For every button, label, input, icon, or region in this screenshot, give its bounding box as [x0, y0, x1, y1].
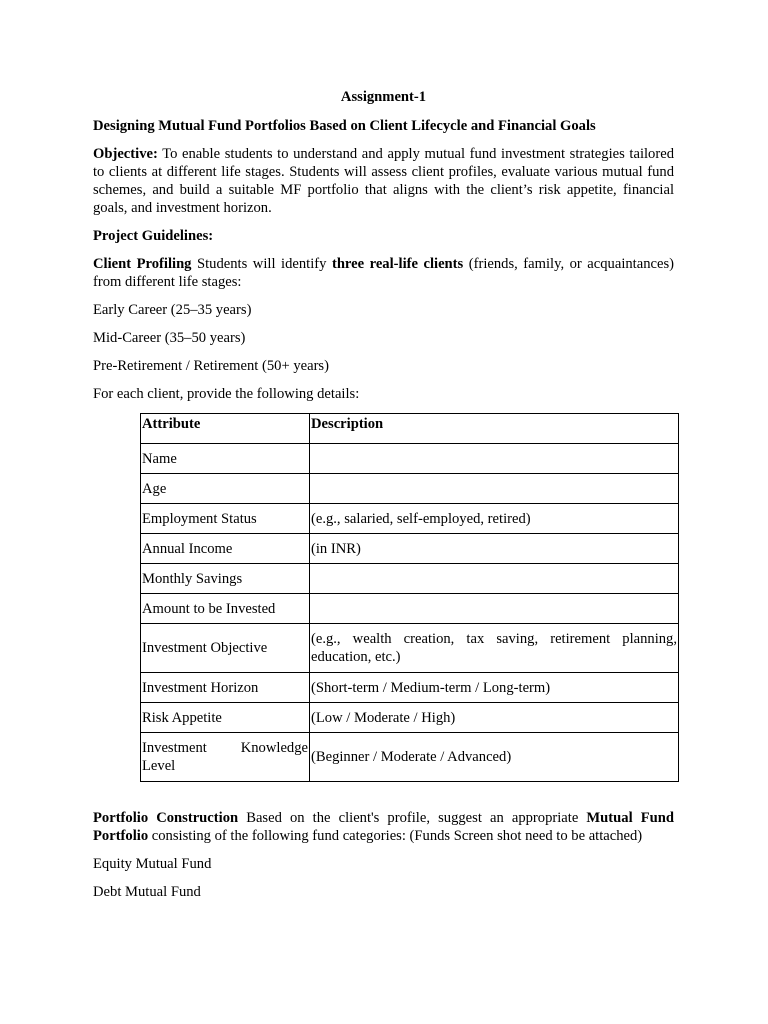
objective-label: Objective:	[93, 146, 158, 162]
objective-paragraph	[93, 145, 674, 217]
description-cell: (e.g., wealth creation, tax saving, retirement planning, education, etc.)	[310, 624, 679, 673]
life-stage-item: Mid-Career (35–50 years)	[93, 330, 246, 346]
attribute-cell: Investment Knowledge Level	[141, 733, 310, 782]
description-cell	[310, 444, 679, 474]
life-stage-item: Early Career (25–35 years)	[93, 302, 252, 318]
table-row	[141, 594, 679, 624]
description-cell: (in INR)	[310, 534, 679, 564]
fund-category-item: Debt Mutual Fund	[93, 884, 201, 900]
table-header-row	[141, 414, 679, 444]
attribute-cell: Age	[141, 474, 310, 504]
portfolio-construction-bold: Mutual Fund Portfolio	[93, 810, 674, 844]
table-row	[141, 733, 679, 782]
client-profiling-text-2: (friends, family, or acquaintances) from different life stages:	[93, 256, 674, 290]
client-profiling-bold: three real-life clients	[331, 256, 464, 272]
life-stage-item: Pre-Retirement / Retirement (50+ years)	[93, 358, 329, 374]
attribute-cell: Investment Objective	[141, 624, 310, 673]
description-cell: (e.g., salaried, self-employed, retired)	[310, 504, 679, 534]
document-body	[93, 88, 677, 911]
table-row	[141, 534, 679, 564]
portfolio-construction-text-1: Based on the client's profile, suggest an appropriate	[246, 810, 579, 826]
client-profiling-label: Client Profiling	[93, 256, 192, 272]
description-cell	[310, 474, 679, 504]
assignment-title: Assignment-1	[340, 89, 427, 105]
table-row	[141, 504, 679, 534]
table-row	[141, 564, 679, 594]
portfolio-construction-label: Portfolio Construction	[93, 810, 239, 826]
description-cell	[310, 594, 679, 624]
attribute-cell: Risk Appetite	[141, 703, 310, 733]
table-row	[141, 673, 679, 703]
table-header-description: Description	[310, 414, 679, 444]
objective-text: To enable students to understand and apply mutual fund investment strategies tailored to clients at different life stages. Students will assess client profiles, evaluate various mutual fund schemes, and build a suitable MF portfolio that aligns with the client’s risk appetite, financial goals, and investment horizon.	[93, 146, 674, 216]
table-row	[141, 474, 679, 504]
table-row	[141, 624, 679, 673]
attribute-cell: Employment Status	[141, 504, 310, 534]
client-profiling-paragraph	[93, 255, 674, 291]
description-cell	[310, 564, 679, 594]
attribute-cell: Investment Horizon	[141, 673, 310, 703]
table-header-attribute: Attribute	[141, 414, 310, 444]
attribute-cell: Annual Income	[141, 534, 310, 564]
client-profiling-text-1: Students will identify	[197, 256, 327, 272]
project-guidelines-heading: Project Guidelines:	[93, 228, 214, 244]
attribute-cell: Amount to be Invested	[141, 594, 310, 624]
portfolio-construction-text-2: consisting of the following fund categories: (Funds Screen shot need to be attached)	[151, 828, 643, 844]
table-row	[141, 444, 679, 474]
attribute-cell: Name	[141, 444, 310, 474]
attribute-cell: Monthly Savings	[141, 564, 310, 594]
fund-category-item: Equity Mutual Fund	[93, 856, 212, 872]
client-details-table	[140, 413, 679, 782]
description-cell: (Short-term / Medium-term / Long-term)	[310, 673, 679, 703]
description-cell: (Low / Moderate / High)	[310, 703, 679, 733]
description-cell: (Beginner / Moderate / Advanced)	[310, 733, 679, 782]
assignment-subtitle: Designing Mutual Fund Portfolios Based on Client Lifecycle and Financial Goals	[93, 118, 596, 134]
portfolio-construction-paragraph	[93, 809, 674, 845]
table-row	[141, 703, 679, 733]
details-intro: For each client, provide the following details:	[93, 386, 360, 402]
